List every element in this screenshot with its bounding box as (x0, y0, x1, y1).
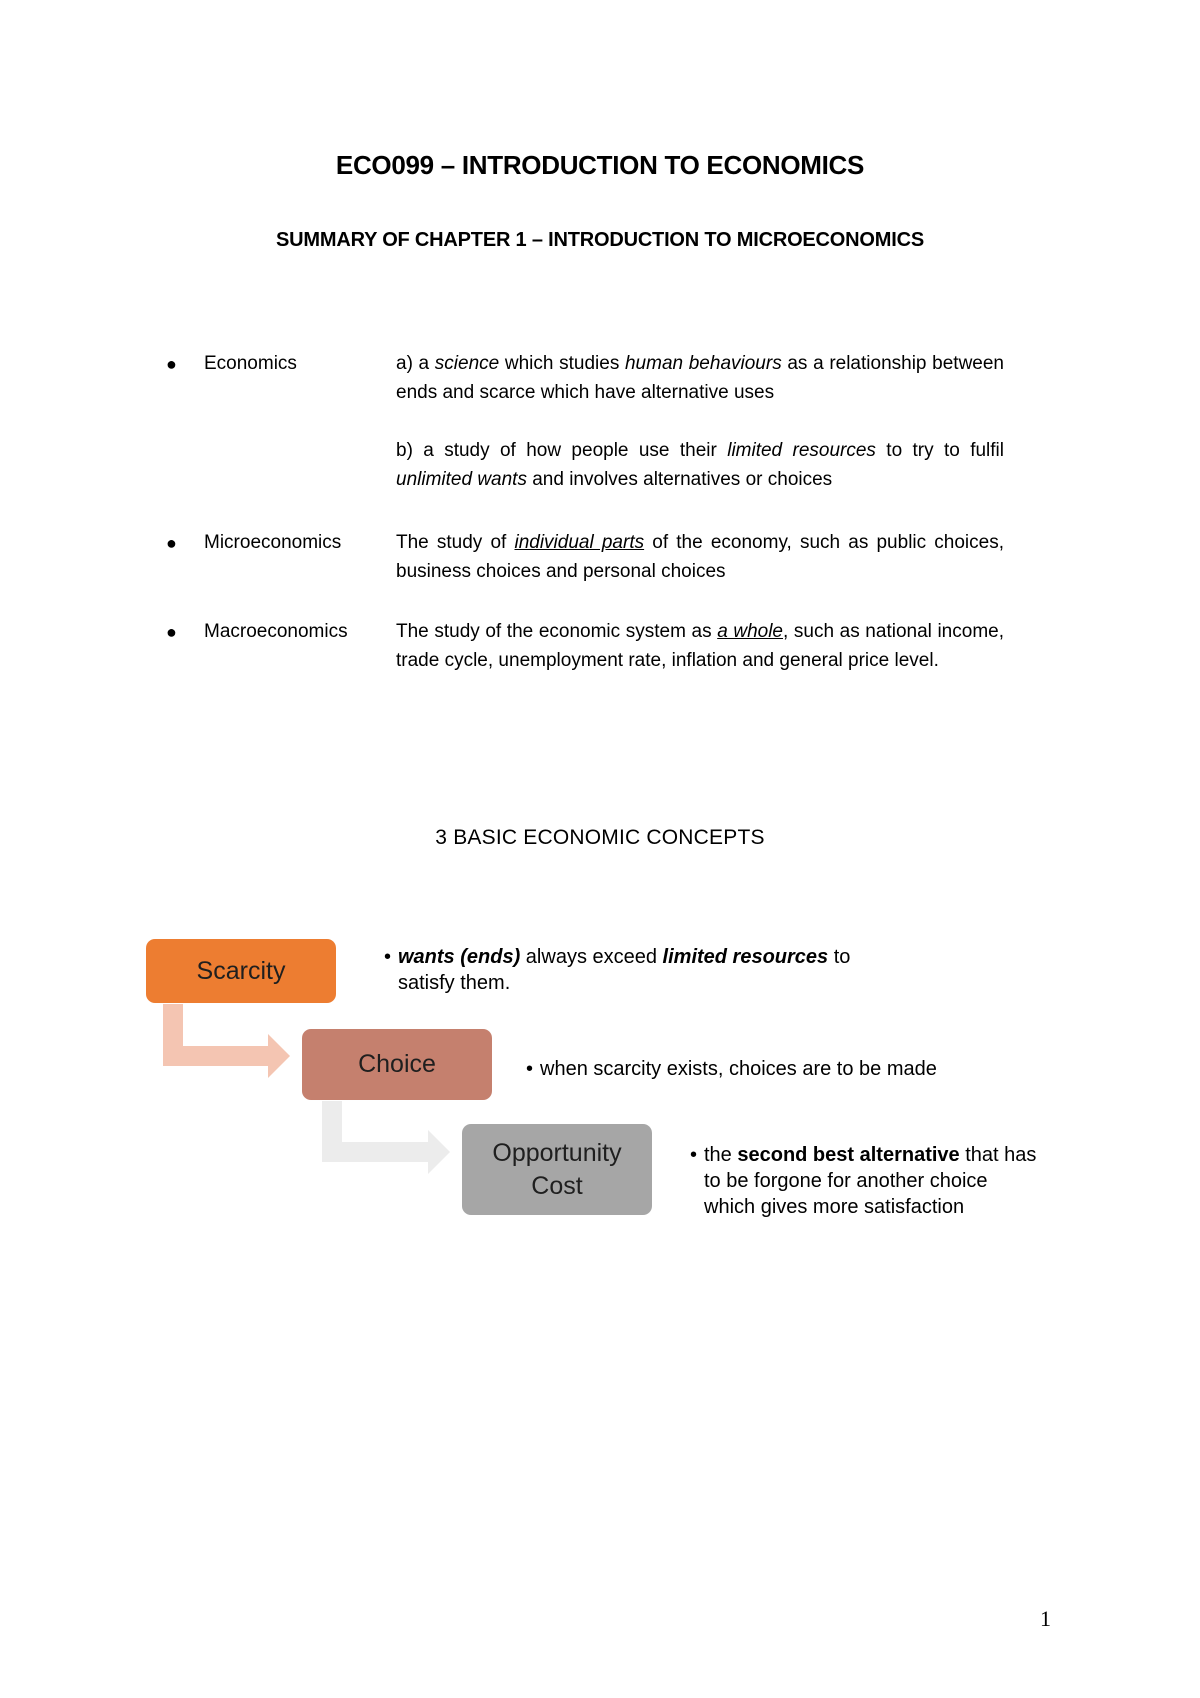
text: that has (959, 1144, 1037, 1166)
text: as a relationship between ends and scarce which have alternative uses (396, 353, 1004, 403)
text: when scarcity exists, choices are to be made (540, 1058, 937, 1080)
arrow-choice-to-opportunity (322, 1101, 450, 1174)
bullet-icon: ● (166, 533, 177, 553)
bullet-icon: • (690, 1144, 698, 1166)
emphasis: individual parts (514, 532, 645, 553)
text: the (704, 1144, 738, 1166)
scarcity-box: Scarcity (146, 939, 336, 1003)
text: The study of (396, 532, 515, 553)
opportunity-cost-label-2: Cost (531, 1171, 583, 1200)
bullet-icon: • (526, 1058, 534, 1080)
emphasis: a whole (717, 621, 784, 642)
text: satisfy them. (398, 972, 511, 994)
emphasis: second best alternative (737, 1144, 960, 1166)
emphasis: limited resources (662, 946, 829, 968)
text: to try to fulfil (875, 440, 1004, 461)
term-economics: Economics (204, 353, 297, 374)
opportunity-cost-description (690, 1142, 1130, 1220)
opportunity-cost-label-1: Opportunity (492, 1138, 622, 1167)
text: , such as national income, trade cycle, unemployment rate, inflation and general price level. (396, 621, 1004, 671)
text: always exceed (520, 946, 663, 968)
text: a) a (396, 353, 435, 374)
bullet-icon: ● (166, 354, 177, 374)
emphasis: unlimited wants (396, 469, 527, 490)
term-microeconomics: Microeconomics (204, 532, 342, 553)
text: to be forgone for another choice (704, 1170, 988, 1192)
text: and involves alternatives or choices (526, 469, 833, 490)
text: The study of the economic system as (396, 621, 718, 642)
document-subtitle: SUMMARY OF CHAPTER 1 – INTRODUCTION TO MICROECONOMICS (276, 229, 924, 251)
text: which studies (499, 353, 625, 374)
text: b) a study of how people use their (396, 440, 728, 461)
term-macroeconomics: Macroeconomics (204, 621, 348, 642)
emphasis: limited resources (727, 440, 876, 461)
emphasis: science (434, 353, 500, 374)
bullet-icon: ● (166, 622, 177, 642)
emphasis: human behaviours (624, 353, 782, 374)
text: of the economy, such as public choices, business choices and personal choices (396, 532, 1004, 582)
text: which gives more satisfaction (704, 1196, 965, 1218)
choice-description (526, 1056, 1086, 1082)
text: to (828, 946, 851, 968)
bullet-icon: • (384, 946, 392, 968)
opportunity-cost-box (462, 1124, 652, 1215)
section-title: 3 BASIC ECONOMIC CONCEPTS (435, 826, 765, 849)
document-title: ECO099 – INTRODUCTION TO ECONOMICS (335, 150, 865, 180)
emphasis: wants (ends) (398, 946, 521, 968)
page-number: 1 (1040, 1606, 1051, 1631)
scarcity-description (384, 944, 924, 996)
choice-box: Choice (302, 1029, 492, 1100)
arrow-scarcity-to-choice (163, 1004, 290, 1078)
